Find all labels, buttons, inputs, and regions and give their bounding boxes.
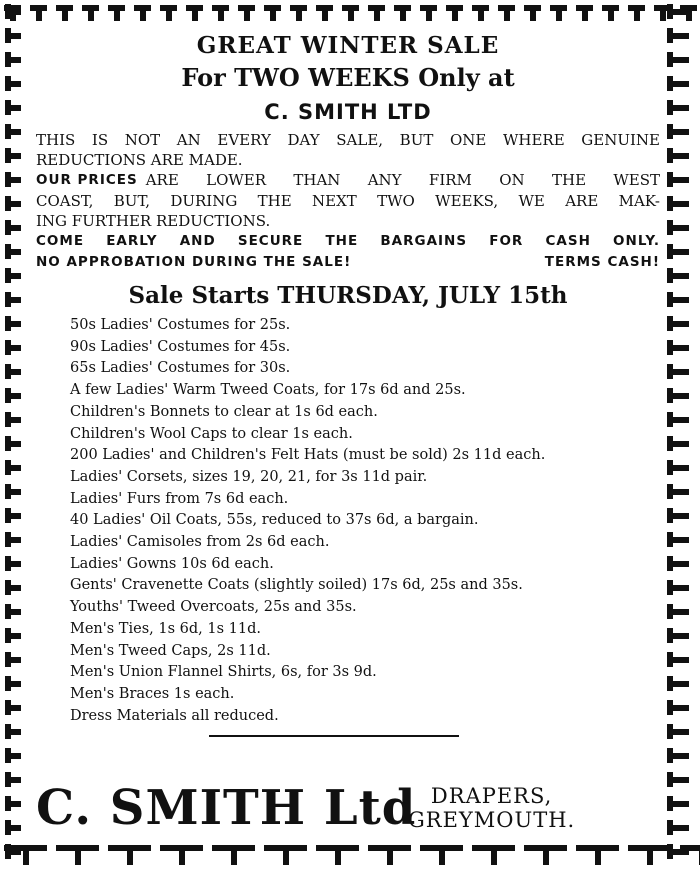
border-ornament	[673, 537, 689, 543]
border-ornament	[11, 225, 21, 231]
border-ornament	[673, 441, 689, 447]
border-ornament	[673, 393, 689, 399]
border-ornament	[595, 851, 601, 865]
border-ornament	[166, 11, 172, 21]
border-ornament	[36, 11, 42, 21]
border-ornament	[11, 825, 21, 831]
border-ornament	[11, 81, 21, 87]
border-ornament	[11, 801, 21, 807]
ornamental-border-left	[0, 0, 28, 873]
border-ornament	[11, 153, 21, 159]
price-list-item: Dress Materials all reduced.	[70, 707, 279, 724]
border-ornament	[608, 11, 614, 21]
divider-rule	[209, 735, 459, 737]
border-ornament	[673, 33, 689, 39]
border-ornament	[673, 849, 689, 855]
price-list-item: Children's Wool Caps to clear 1s each.	[70, 425, 353, 442]
border-ornament	[114, 11, 120, 21]
border-ornament	[673, 705, 689, 711]
border-ornament	[62, 11, 68, 21]
border-ornament	[11, 249, 21, 255]
headline-two-weeks: For TWO WEEKS Only at	[181, 63, 515, 92]
footer-address	[408, 784, 575, 832]
sale-start-date: Sale Starts THURSDAY, JULY 15th	[128, 282, 568, 309]
price-list-item: Ladies' Gowns 10s 6d each.	[70, 555, 274, 572]
intro-line: ING FURTHER REDUCTIONS.	[36, 212, 271, 230]
border-ornament	[673, 345, 689, 351]
border-ornament	[673, 633, 689, 639]
border-ornament	[452, 11, 458, 21]
border-ornament	[634, 11, 640, 21]
border-ornament	[88, 11, 94, 21]
price-list-item: Men's Braces 1s each.	[70, 685, 235, 702]
ornamental-border-bottom	[0, 840, 700, 873]
border-ornament	[11, 177, 21, 183]
border-ornament	[673, 225, 689, 231]
border-ornament	[11, 57, 21, 63]
border-ornament	[673, 105, 689, 111]
border-ornament	[11, 849, 21, 855]
border-ornament	[673, 57, 689, 63]
border-ornament	[11, 657, 21, 663]
price-list-item: Men's Union Flannel Shirts, 6s, for 3s 9d.	[70, 664, 377, 681]
border-ornament	[543, 851, 549, 865]
border-ornament	[11, 777, 21, 783]
border-ornament	[478, 11, 484, 21]
price-list-item: 200 Ladies' and Children's Felt Hats (must be sold) 2s 11d each.	[70, 447, 546, 464]
border-ornament	[673, 585, 689, 591]
intro-line: COAST, BUT, DURING THE NEXT TWO WEEKS, WE ARE MAK-	[36, 192, 660, 210]
border-ornament	[11, 9, 21, 15]
price-list-item: 65s Ladies' Costumes for 30s.	[70, 360, 291, 377]
border-ornament	[11, 753, 21, 759]
border-ornament	[673, 9, 689, 15]
border-ornament	[11, 297, 21, 303]
price-list-item: A few Ladies' Warm Tweed Coats, for 17s 6d and 25s.	[70, 382, 466, 399]
border-ornament	[673, 729, 689, 735]
border-ornament	[439, 851, 445, 865]
price-list-item: 40 Ladies' Oil Coats, 55s, reduced to 37s 6d, a bargain.	[70, 512, 479, 529]
border-ornament	[582, 11, 588, 21]
border-ornament	[11, 729, 21, 735]
ornamental-border-top	[0, 0, 700, 26]
price-list-item: Gents' Cravenette Coats (slightly soiled) 17s 6d, 25s and 35s.	[70, 577, 523, 594]
price-list-item: 50s Ladies' Costumes for 25s.	[70, 317, 291, 333]
border-ornament	[348, 11, 354, 21]
border-ornament	[673, 369, 689, 375]
border-ornament	[11, 201, 21, 207]
border-ornament	[530, 11, 536, 21]
intro-line: REDUCTIONS ARE MADE.	[36, 151, 243, 169]
border-ornament	[673, 801, 689, 807]
cash-only-line: COME EARLY AND SECURE THE BARGAINS FOR CASH ONLY.	[36, 233, 660, 249]
headline-store-name: C. SMITH LTD	[264, 100, 432, 124]
border-ornament	[218, 11, 224, 21]
border-ornament	[179, 851, 185, 865]
border-ornament	[673, 249, 689, 255]
intro-text	[36, 130, 660, 273]
border-ornament	[673, 177, 689, 183]
price-list-item: Men's Tweed Caps, 2s 11d.	[70, 642, 271, 659]
border-ornament	[11, 561, 21, 567]
border-ornament	[75, 851, 81, 865]
border-ornament	[11, 273, 21, 279]
border-ornament	[192, 11, 198, 21]
border-ornament	[673, 681, 689, 687]
intro-lead: OUR PRICES	[36, 172, 138, 188]
border-ornament	[673, 417, 689, 423]
intro-line: THIS IS NOT AN EVERY DAY SALE, BUT ONE WHERE GENUINE	[36, 131, 660, 149]
border-ornament	[11, 369, 21, 375]
price-list-item: Men's Ties, 1s 6d, 1s 11d.	[70, 620, 261, 637]
border-ornament	[400, 11, 406, 21]
border-ornament	[11, 489, 21, 495]
footer	[36, 780, 660, 840]
border-ornament	[11, 609, 21, 615]
border-ornament	[335, 851, 341, 865]
border-ornament	[673, 513, 689, 519]
border-ornament	[673, 273, 689, 279]
price-list-item: Ladies' Corsets, sizes 19, 20, 21, for 3s 11d pair.	[70, 468, 428, 485]
border-ornament	[11, 465, 21, 471]
border-ornament	[673, 489, 689, 495]
border-ornament	[11, 633, 21, 639]
border-ornament	[673, 753, 689, 759]
border-ornament	[127, 851, 133, 865]
border-ornament	[673, 153, 689, 159]
border-ornament	[673, 321, 689, 327]
border-ornament	[556, 11, 562, 21]
headline-great-winter-sale: GREAT WINTER SALE	[196, 32, 500, 59]
price-list	[70, 315, 660, 727]
border-ornament	[11, 393, 21, 399]
border-ornament	[140, 11, 146, 21]
price-list-item: Ladies' Camisoles from 2s 6d each.	[70, 534, 330, 551]
approbation-notice: NO APPROBATION DURING THE SALE!	[36, 254, 352, 270]
border-ornament	[322, 11, 328, 21]
price-list-item: Children's Bonnets to clear at 1s 6d each.	[70, 403, 378, 420]
price-list-item: 90s Ladies' Costumes for 45s.	[70, 338, 291, 355]
border-ornament	[387, 851, 393, 865]
ornamental-border-right	[662, 0, 700, 873]
border-ornament	[11, 585, 21, 591]
border-ornament	[11, 345, 21, 351]
terms-cash: TERMS CASH!	[544, 254, 660, 270]
border-ornament	[491, 851, 497, 865]
border-ornament	[673, 825, 689, 831]
border-ornament	[504, 11, 510, 21]
border-ornament	[673, 81, 689, 87]
border-ornament	[11, 321, 21, 327]
border-ornament	[673, 201, 689, 207]
border-ornament	[426, 11, 432, 21]
border-ornament	[673, 609, 689, 615]
price-list-item: Youths' Tweed Overcoats, 25s and 35s.	[70, 599, 357, 616]
border-ornament	[296, 11, 302, 21]
border-ornament	[11, 129, 21, 135]
border-ornament	[673, 465, 689, 471]
border-ornament	[647, 851, 653, 865]
border-ornament	[673, 129, 689, 135]
intro-line-rest: ARE LOWER THAN ANY FIRM ON THE WEST	[145, 171, 660, 189]
border-ornament	[11, 105, 21, 111]
border-ornament	[11, 441, 21, 447]
border-ornament	[11, 513, 21, 519]
border-ornament	[11, 33, 21, 39]
footer-town: GREYMOUTH.	[408, 808, 576, 832]
footer-store-name: C. SMITH Ltd	[36, 780, 417, 836]
border-ornament	[244, 11, 250, 21]
border-ornament	[673, 657, 689, 663]
advertisement	[36, 30, 660, 840]
border-ornament	[673, 561, 689, 567]
terms-row	[36, 252, 660, 273]
border-ornament	[231, 851, 237, 865]
border-ornament	[673, 777, 689, 783]
border-ornament	[11, 537, 21, 543]
border-ornament	[11, 417, 21, 423]
border-ornament	[374, 11, 380, 21]
border-ornament	[270, 11, 276, 21]
price-list-item: Ladies' Furs from 7s 6d each.	[70, 490, 289, 507]
border-ornament	[673, 297, 689, 303]
border-ornament	[11, 681, 21, 687]
footer-trade: DRAPERS,	[430, 784, 553, 808]
border-ornament	[11, 705, 21, 711]
intro-line	[36, 170, 660, 191]
border-ornament	[283, 851, 289, 865]
